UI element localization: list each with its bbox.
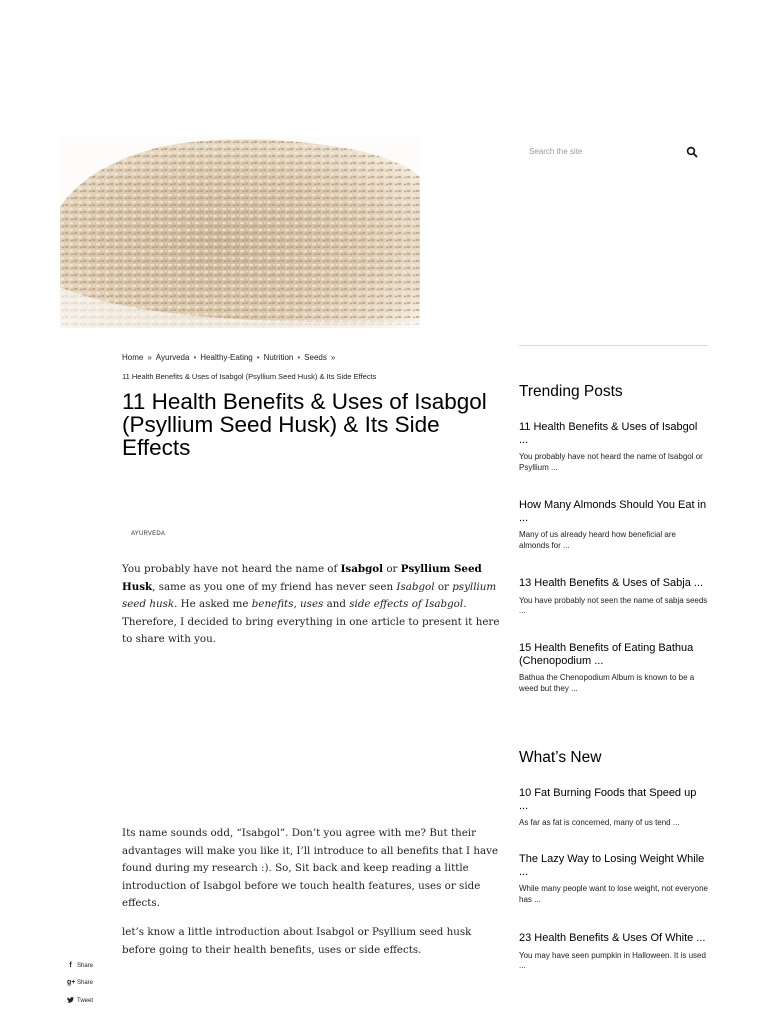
breadcrumb-healthy-eating[interactable]: Healthy-Eating — [200, 353, 253, 362]
breadcrumb-current: 11 Health Benefits & Uses of Isabgol (Psyllium Seed Husk) & Its Side Effects — [122, 372, 377, 381]
new-post-title[interactable]: The Lazy Way to Losing Weight While ... — [519, 853, 705, 878]
trending-post-title[interactable]: 13 Health Benefits & Uses of Sabja ... — [519, 577, 704, 589]
dot-separator: • — [297, 353, 301, 362]
trending-post-3 — [519, 577, 708, 617]
category-badge[interactable]: AYURVEDA — [131, 531, 166, 537]
trending-post-2 — [519, 499, 708, 551]
page-title: 11 Health Benefits & Uses of Isabgol (Psyllium Seed Husk) & Its Side Effects — [122, 389, 487, 460]
trending-post-excerpt: You have probably not seen the name of sabja seeds ... — [519, 595, 708, 615]
twitter-share-button[interactable]: Tweet — [67, 997, 93, 1005]
trending-posts-heading: Trending Posts — [519, 383, 623, 400]
new-post-excerpt: While many people want to lose weight, not everyone has ... — [519, 884, 708, 904]
facebook-share-button[interactable]: f Share — [67, 962, 93, 969]
new-post-excerpt: You may have seen pumpkin in Halloween. It is used ... — [519, 950, 706, 970]
google-plus-icon: g+ — [67, 979, 76, 986]
new-post-3 — [519, 932, 708, 972]
new-post-title[interactable]: 23 Health Benefits & Uses Of White ... — [519, 932, 706, 944]
sidebar-divider — [519, 345, 708, 346]
facebook-icon: f — [69, 962, 72, 969]
search-icon[interactable] — [686, 145, 698, 157]
article-paragraph-1: You probably have not heard the name of Isabgol or Psyllium Seed Husk, same as you one of my friend has never seen Isabgol or psyllium seed husk. He asked me benefits, uses and side effects of Isabgol. Therefore, I decided to bring everything in one article to present it here to share with you. — [122, 563, 500, 645]
dot-separator: • — [193, 353, 197, 362]
twitter-icon — [67, 997, 74, 1005]
breadcrumb — [122, 353, 339, 362]
new-post-2 — [519, 853, 708, 905]
psyllium-husk-illustration — [60, 137, 420, 328]
breadcrumb-nutrition[interactable]: Nutrition — [263, 353, 294, 362]
trending-post-title[interactable]: How Many Almonds Should You Eat in ... — [519, 499, 707, 524]
breadcrumb-seeds[interactable]: Seeds — [304, 353, 327, 362]
new-post-excerpt: As far as fat is concerned, many of us tend ... — [519, 818, 680, 827]
hero-image — [60, 137, 420, 328]
trending-post-excerpt: Many of us already heard how beneficial are almonds for ... — [519, 530, 676, 550]
new-post-1 — [519, 787, 708, 829]
trending-post-excerpt: You probably have not heard the name of Isabgol or Psyllium ... — [519, 452, 703, 472]
breadcrumb-home[interactable]: Home — [122, 353, 144, 362]
trending-post-4 — [519, 642, 708, 694]
whats-new-heading: What’s New — [519, 749, 602, 766]
trending-post-title[interactable]: 11 Health Benefits & Uses of Isabgol ... — [519, 421, 698, 446]
article-paragraph-3: let’s know a little introduction about Isabgol or Psyllium seed husk before going to their health benefits, uses or side effects. — [122, 926, 472, 956]
new-post-title[interactable]: 10 Fat Burning Foods that Speed up ... — [519, 787, 697, 812]
article-paragraph-2: Its name sounds odd, “Isabgol”. Don’t you agree with me? But their advantages will make you like it, I’ll introduce to all benefits that I have found during my research :). So, Sit back and keep reading a little introduction of Isabgol before we touch health features, uses or side effects. — [122, 827, 499, 909]
trending-post-excerpt: Bathua the Chenopodium Album is known to be a weed but they ... — [519, 673, 695, 693]
trending-post-1 — [519, 421, 708, 473]
search-form — [519, 140, 708, 162]
search-input[interactable] — [519, 140, 669, 162]
dot-separator: • — [256, 353, 260, 362]
trending-post-title[interactable]: 15 Health Benefits of Eating Bathua (Chenopodium ... — [519, 642, 694, 667]
chevron-right-icon: » — [330, 353, 336, 362]
google-share-button[interactable]: g+ Share — [67, 979, 94, 986]
chevron-right-icon: » — [147, 353, 152, 362]
breadcrumb-ayurveda[interactable]: Ayurveda — [155, 353, 190, 362]
